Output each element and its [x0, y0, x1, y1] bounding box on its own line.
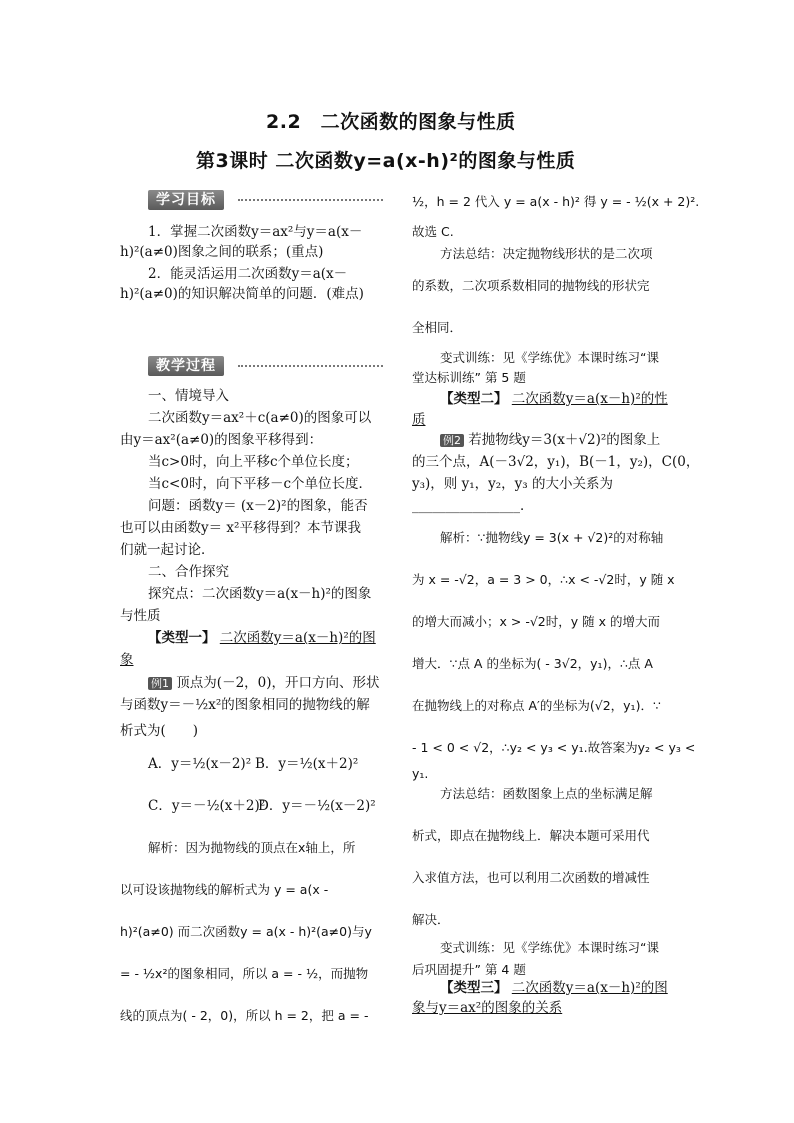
solution-line: 线的顶点为( - 2，0)，所以 h = 2，把 a = -	[120, 1008, 369, 1023]
type3-title-cont: 象与y＝ax²的图象的关系	[412, 1000, 563, 1016]
type1-title-cont: 象	[120, 652, 134, 668]
summary-line: 解决．	[412, 912, 450, 927]
para-line: 二、合作探究	[148, 564, 229, 580]
type3-title: 二次函数y＝a(x－h)²的图	[511, 980, 668, 996]
summary-line: 入求值方法，也可以利用二次函数的增减性	[412, 870, 650, 885]
solution-line: 在抛物线上的对称点 A′的坐标为(√2，y₁)．∵	[412, 698, 661, 713]
type1-title: 二次函数y＝a(x－h)²的图	[219, 630, 376, 646]
answer-blank: ________________．	[412, 498, 534, 514]
example-badge: 例1	[148, 677, 172, 690]
para-line: 当c>0时，向上平移c个单位长度；	[148, 454, 359, 470]
summary-line: 全相同．	[412, 320, 463, 335]
example-1-line: 析式为( )	[120, 723, 199, 739]
option-d: D．y＝－½(x－2)²	[258, 798, 376, 814]
type3-heading	[440, 980, 668, 996]
type3-tag: 【类型三】	[440, 980, 508, 996]
objective-1b: h)²(a≠0)图象之间的联系；(重点)	[120, 244, 324, 260]
section-objectives-label: 学习目标	[148, 190, 224, 210]
type2-tag: 【类型二】	[440, 391, 508, 407]
solution-line: - 1 < 0 < √2，∴y₂ < y₃ < y₁.故答案为y₂ < y₃ <	[412, 740, 696, 755]
variant-line: 后巩固提升” 第 4 题	[412, 962, 526, 977]
objective-1a: 1．掌握二次函数y＝ax²与y＝a(x－	[148, 224, 363, 240]
solution-line: ½，h = 2 代入 y = a(x - h)² 得 y = - ½(x + 2)².	[412, 194, 700, 209]
solution-line: 以可设该抛物线的解析式为 y = a(x -	[120, 882, 329, 897]
para-line: 与性质	[120, 608, 161, 624]
section-divider	[238, 199, 383, 201]
solution-line: 解析：因为抛物线的顶点在x轴上，所	[148, 840, 356, 855]
section-divider	[238, 365, 383, 367]
summary-line: 方法总结：函数图象上点的坐标满足解	[440, 786, 653, 801]
section-process-label: 教学过程	[148, 356, 224, 376]
type2-title-cont: 质	[412, 412, 426, 428]
para-line: 们就一起讨论．	[120, 542, 215, 558]
type2-heading	[440, 391, 668, 407]
solution-line: h)²(a≠0) 而二次函数y = a(x - h)²(a≠0)与y	[120, 924, 372, 939]
para-line: 二次函数y＝ax²＋c(a≠0)的图象可以	[148, 410, 372, 426]
lesson-title: 2.2 二次函数的图象与性质	[266, 111, 516, 133]
example-1-line	[148, 675, 380, 691]
summary-line: 的系数，二次项系数相同的抛物线的形状完	[412, 278, 650, 293]
section-process	[148, 356, 383, 376]
type2-title: 二次函数y＝a(x－h)²的性	[511, 391, 668, 407]
solution-line: y₁.	[412, 766, 429, 781]
type1-tag: 【类型一】	[148, 630, 216, 646]
para-line: 一、情境导入	[148, 388, 229, 404]
summary-line: 析式，即点在抛物线上．解决本题可采用代	[412, 828, 650, 843]
example-1-line: 与函数y＝－½x²的图象相同的抛物线的解	[120, 697, 370, 713]
variant-line: 变式训练：见《学练优》本课时练习“课	[440, 350, 659, 365]
example-2-line	[440, 432, 660, 448]
solution-line: 增大．∵点 A 的坐标为( - 3√2，y₁)，∴点 A	[412, 656, 653, 671]
solution-line: 的增大而减小；x > -√2时，y 随 x 的增大而	[412, 614, 660, 629]
objective-2a: 2．能灵活运用二次函数y＝a(x－	[148, 266, 348, 282]
example-1-text: 顶点为(－2，0)，开口方向、形状	[176, 675, 380, 691]
para-line: 由y＝ax²(a≠0)的图象平移得到：	[120, 432, 323, 448]
lesson-subtitle: 第3课时 二次函数y=a(x-h)²的图象与性质	[196, 150, 576, 172]
option-a: A．y＝½(x－2)²	[148, 756, 252, 772]
para-line: 当c<0时，向下平移－c个单位长度．	[148, 476, 373, 492]
variant-line: 堂达标训练” 第 5 题	[412, 370, 526, 385]
solution-line: 解析：∵抛物线y = 3(x + √2)²的对称轴	[440, 530, 664, 545]
solution-line: = - ½x²的图象相同，所以 a = - ½，而抛物	[120, 966, 369, 981]
option-c: C．y＝－½(x＋2)²	[148, 798, 266, 814]
example-2-line: y₃)，则 y₁，y₂，y₃ 的大小关系为	[412, 476, 614, 492]
section-objectives	[148, 190, 383, 210]
solution-line: 故选 C.	[412, 224, 454, 239]
para-line: 探究点：二次函数y＝a(x－h)²的图象	[148, 586, 372, 602]
para-line: 也可以由函数y＝ x²平移得到？本节课我	[120, 520, 361, 536]
solution-line: 为 x = -√2，a = 3 > 0，∴x < -√2时，y 随 x	[412, 572, 675, 587]
example-badge: 例2	[440, 434, 464, 447]
option-b: B．y＝½(x＋2)²	[255, 756, 359, 772]
variant-line: 变式训练：见《学练优》本课时练习“课	[440, 940, 659, 955]
objective-2b: h)²(a≠0)的知识解决简单的问题．(难点)	[120, 286, 364, 302]
example-2-text: 若抛物线y＝3(x＋√2)²的图象上	[468, 432, 661, 448]
summary-line: 方法总结：决定抛物线形状的是二次项	[440, 246, 653, 261]
para-line: 问题：函数y＝ (x－2)²的图象，能否	[148, 498, 368, 514]
example-2-line: 的三个点，A(－3√2，y₁)，B(－1，y₂)，C(0，	[412, 454, 700, 470]
type1-heading	[148, 630, 376, 646]
